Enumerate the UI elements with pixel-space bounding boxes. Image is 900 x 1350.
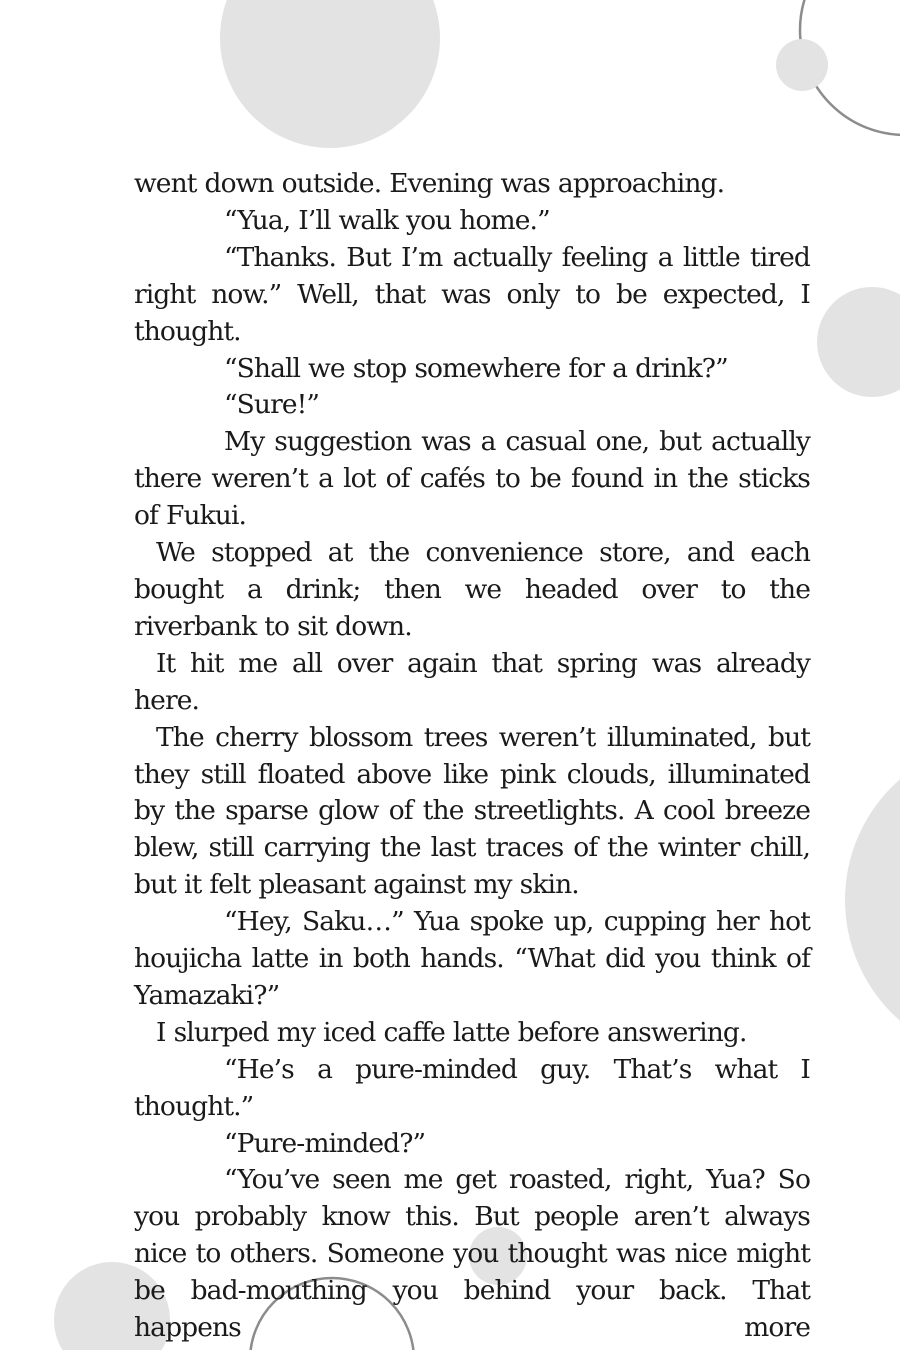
deco-circle-top <box>220 0 440 148</box>
deco-circle-right-lower <box>845 740 900 1060</box>
paragraph-2: “Yua, I’ll walk you home.” <box>224 204 550 236</box>
paragraph-1: went down outside. Evening was approaching. <box>134 168 725 199</box>
paragraph-10: “Hey, Saku…” Yua spoke up, cupping her hot houjicha latte in both hands. “What did you think of Yamazaki?” <box>134 906 810 1011</box>
deco-circle-right-middle <box>817 287 900 397</box>
paragraph-6: My suggestion was a casual one, but actually there weren’t a lot of cafés to be found in the sticks of Fukui. <box>134 426 810 532</box>
paragraph-13: “Pure-minded?” <box>224 1127 426 1159</box>
paragraph-9: The cherry blossom trees weren’t illuminated, but they still floated above like pink clouds, illuminated by the sparse glow of the streetlights. A cool breeze blew, still carrying the last traces of the winter chill, but it felt pleasant against my skin. <box>134 721 810 901</box>
paragraph-14: “You’ve seen me get roasted, right, Yua? So you probably know this. But people aren’t always nice to others. Someone you thought was nice might be bad-mouthing you behind your back. That happens more <box>134 1164 810 1344</box>
paragraph-7: We stopped at the convenience store, and each bought a drink; then we headed over to the riverbank to sit down. <box>134 537 810 642</box>
paragraph-4: “Shall we stop somewhere for a drink?” <box>224 352 728 384</box>
paragraph-12: “He’s a pure-minded guy. That’s what I thought.” <box>134 1053 810 1122</box>
paragraph-3: “Thanks. But I’m actually feeling a little tired right now.” Well, that was only to be expected, I thought. <box>134 241 810 347</box>
body-text <box>134 166 810 1347</box>
paragraph-11: I slurped my iced caffe latte before answering. <box>156 1016 747 1048</box>
paragraph-8: It hit me all over again that spring was already here. <box>134 647 810 716</box>
paragraph-5: “Sure!” <box>224 389 320 421</box>
deco-dot-top-right <box>776 39 828 91</box>
